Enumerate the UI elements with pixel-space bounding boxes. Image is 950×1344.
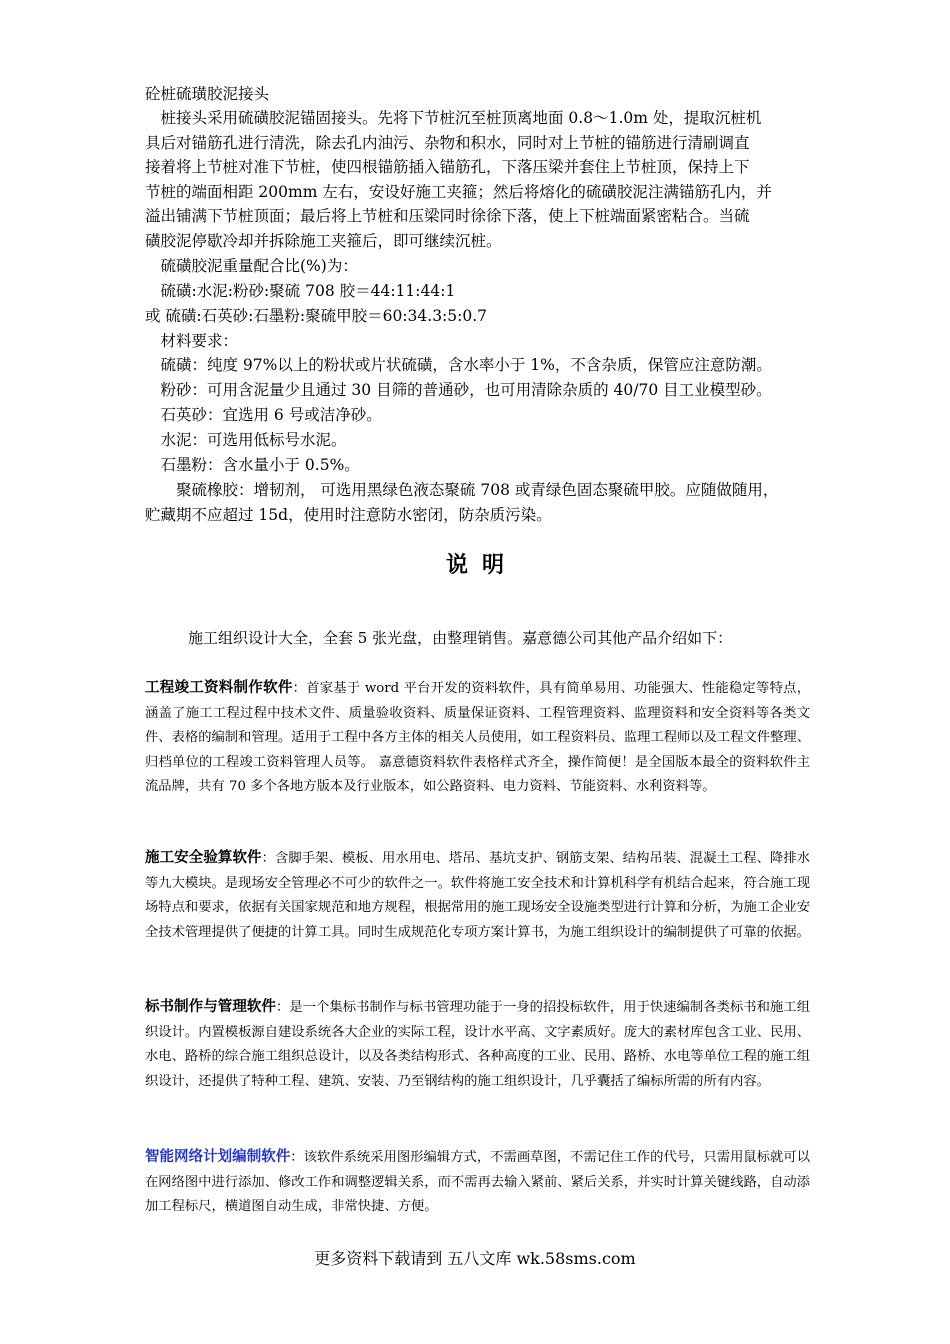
body-line: 粉砂：可用含泥量少且通过 30 目筛的普通砂，也可用清除杂质的 40/70 目工业模型砂。 bbox=[145, 381, 772, 399]
body-line: 石墨粉：含水量小于 0.5%。 bbox=[145, 456, 360, 474]
body-line: 磺胶泥停歇冷却并拆除施工夹箍后，即可继续沉桩。 bbox=[145, 232, 502, 250]
product-title: 施工安全验算软件 bbox=[145, 850, 262, 866]
product-title: 标书制作与管理软件 bbox=[145, 999, 276, 1015]
product-section bbox=[145, 846, 810, 945]
intro-text: 施工组织设计大全，全套 5 张光盘，由整理销售。嘉意德公司其他产品介绍如下： bbox=[188, 629, 733, 647]
body-line: 桩接头采用硫磺胶泥锚固接头。先将下节桩沉至桩顶离地面 0.8～1.0m 处，提取沉桩机 bbox=[145, 109, 762, 127]
footer-link[interactable]: 更多资料下载请到 五八文库 wk.58sms.com bbox=[314, 1249, 636, 1268]
product-title: 工程竣工资料制作软件 bbox=[145, 680, 293, 696]
product-section bbox=[145, 995, 810, 1094]
product-description: ：是一个集标书制作与标书管理功能于一身的招投标软件，用于快速编制各类标书和施工组织设计。内置模板源自建设系统各大企业的实际工程，设计水平高、文字素质好。庞大的素材库包含工业、民用、水电、路桥的综合施工组织总设计，以及各类结构形式、各种高度的工业、民用、路桥、水电等单位工程的施工组织设计，还提供了特种工程、建筑、安装、乃至钢结构的施工组织设计，几乎囊括了编标所需的所有内容。 bbox=[145, 1000, 811, 1089]
body-line: 材料要求： bbox=[145, 332, 239, 350]
page-heading: 说明 bbox=[445, 553, 518, 578]
body-line: 或 硫磺:石英砂:石墨粉:聚硫甲胶＝60:34.3:5:0.7 bbox=[145, 307, 488, 325]
body-line: 溢出铺满下节桩顶面；最后将上节桩和压梁同时徐徐下落，使上下桩端面紧密粘合。当硫 bbox=[145, 207, 750, 225]
body-line: 砼桩硫璜胶泥接头 bbox=[145, 85, 270, 103]
product-description: ：该软件系统采用图形编辑方式，不需画草图，不需记住工作的代号，只需用鼠标就可以在网络图中进行添加、修改工作和调整逻辑关系，而不需再去输入紧前、紧后关系，并实时计算关键线路，自动添加工程标尺，横道图自动生成，非常快捷、方便。 bbox=[145, 1150, 810, 1214]
body-line: 接着将上节桩对准下节桩，使四根锚筋插入锚筋孔，下落压梁并套住上节桩顶，保持上下 bbox=[145, 158, 750, 176]
body-line: 石英砂：宜选用 6 号或洁净砂。 bbox=[145, 406, 382, 424]
product-description: ：含脚手架、模板、用水用电、塔吊、基坑支护、钢筋支架、结构吊装、混凝土工程、降排水等九大模块。是现场安全管理必不可少的软件之一。软件将施工安全技术和计算机科学有机结合起来，符合施工现场特点和要求，依据有关国家规范和地方规程，根据常用的施工现场安全设施类型进行计算和分析，为施工企业安全技术管理提供了便捷的计算工具。同时生成规范化专项方案计算书，为施工组织设计的编制提供了可靠的依据。 bbox=[145, 851, 811, 940]
body-line: 硫磺胶泥重量配合比(%)为： bbox=[145, 257, 358, 275]
body-line: 具后对锚筋孔进行清洗，除去孔内油污、杂物和积水，同时对上节桩的锚筋进行清刷调直 bbox=[145, 134, 750, 152]
body-line: 节桩的端面相距 200mm 左右，安设好施工夹箍；然后将熔化的硫磺胶泥注满锚筋孔内，并 bbox=[145, 183, 772, 201]
product-section bbox=[145, 1145, 810, 1220]
product-description: ：首家基于 word 平台开发的资料软件，具有简单易用、功能强大、性能稳定等特点，涵盖了施工工程过程中技术文件、质量验收资料、质量保证资料、工程管理资料、监理资料和安全资料等各类文件、表格的编制和管理。适用于工程中各方主体的相关人员使用，如工程资料员、监理工程师以及工程文件整理、归档单位的工程竣工资料管理人员等。 嘉意德资料软件表格样式齐全，操作简便！是全国版本最全的资料软件主流品牌，共有 70 多个各地方版本及行业版本，如公路资料、电力资料、节能资料、水利资料等。 bbox=[145, 681, 810, 794]
body-line: 硫磺：纯度 97%以上的粉状或片状硫磺，含水率小于 1%，不含杂质，保管应注意防潮。 bbox=[145, 356, 772, 374]
body-line: 聚硫橡胶：增韧剂， 可选用黑绿色液态聚硫 708 或青绿色固态聚硫甲胶。应随做随用， bbox=[145, 481, 779, 499]
body-line: 水泥：可选用低标号水泥。 bbox=[145, 431, 347, 449]
body-line: 硫磺:水泥:粉砂:聚硫 708 胶＝44:11:44:1 bbox=[145, 282, 456, 300]
product-title-link[interactable]: 智能网络计划编制软件 bbox=[145, 1149, 291, 1165]
body-line: 贮藏期不应超过 15d，使用时注意防水密闭，防杂质污染。 bbox=[145, 506, 552, 524]
product-section bbox=[145, 676, 810, 800]
